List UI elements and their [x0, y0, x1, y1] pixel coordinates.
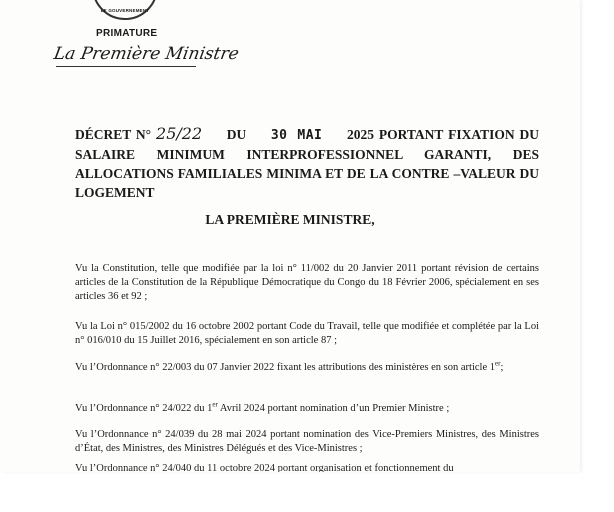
considerant-text: Vu l’Ordonnance n° 24/039 du 28 mai 2024 portant nomination des Vice-Premiers Ministres, des Ministres d’État, des Ministres, des Ministres Délégués et des Vice-Ministres ; — [75, 429, 539, 454]
considerant-ordonnance-22-003 — [75, 361, 539, 375]
government-seal — [92, 0, 158, 20]
cut-line-text: Vu l’Ordonnance n° 24/040 du 11 octobre 2024 portant organisation et fonctionnement du — [75, 463, 454, 472]
decree-title — [75, 124, 539, 202]
considerant-ordonnance-24-022 — [75, 402, 539, 416]
partial-line — [75, 462, 515, 472]
issuer-heading: LA PREMIÈRE MINISTRE, — [205, 212, 375, 227]
decree-number: 25/22 — [156, 124, 203, 143]
ordinal-suffix: er — [212, 400, 218, 409]
decree-du: DU — [226, 127, 247, 142]
decree-prefix: DÉCRET N° — [75, 127, 152, 142]
ordinal-suffix: er — [494, 359, 501, 368]
office-signature: La Première Ministre — [52, 44, 241, 64]
considerant-text: Vu l’Ordonnance n° 24/022 du — [75, 403, 205, 414]
considerant-text: Vu la Loi n° 015/2002 du 16 octobre 2002 portant Code du Travail, telle que modifiée et complétée par la Loi n° 016/010 du 15 Juillet 2016, spécialement en son article 87 ; — [75, 321, 539, 346]
considerant-tail: Avril 2024 portant nomination d’un Premier Ministre ; — [219, 403, 450, 414]
ordinal-number: 1 — [489, 362, 495, 373]
decree-title-rest: 2025 PORTANT FIXATION DU SALAIRE MINIMUM INTERPROFESSIONNEL GARANTI, DES ALLOCATIONS FAMILIALES MINIMA ET DE LA CONTRE –VALEUR DU LOGEMENT — [75, 127, 540, 200]
considerant-text: Vu l’Ordonnance n° 22/003 du 07 Janvier 2022 fixant les attributions des ministères en son article — [75, 362, 488, 373]
considerant-code-travail — [75, 320, 539, 348]
considerant-constitution — [75, 262, 539, 304]
considerant-ordonnance-24-039 — [75, 428, 539, 456]
considerant-text: Vu la Constitution, telle que modifiée par la loi n° 11/002 du 20 Janvier 2011 portant révision de certains articles de la Constitution de la République Démocratique du Congo du 18 Février 2006, spécialement en ses articles 36 et 92 ; — [75, 263, 539, 302]
ordinal-number: 1 — [207, 403, 213, 414]
signature-underline — [56, 66, 196, 67]
office-name: PRIMATURE — [96, 28, 158, 39]
decree-date-stamp: 30 MAI — [270, 128, 323, 143]
considerant-tail: ; — [500, 362, 504, 373]
seal-text: LE GOUVERNEMENT — [100, 8, 150, 13]
